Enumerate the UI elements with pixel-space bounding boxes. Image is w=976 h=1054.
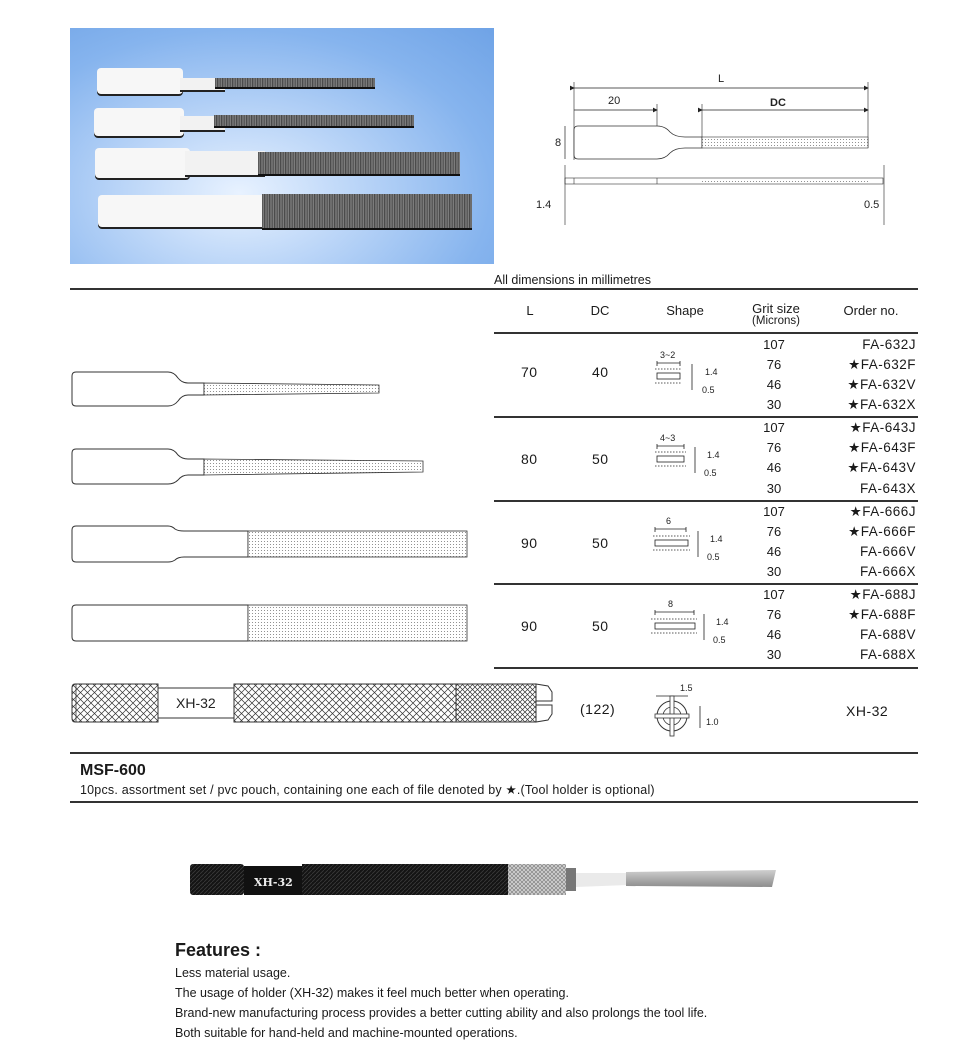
row2-DC: 50 [592, 451, 609, 467]
row4-DC: 50 [592, 618, 609, 634]
row1-grit-2: 76 [766, 357, 782, 372]
header-grit [738, 303, 814, 327]
file-drawing-fa632 [72, 372, 379, 406]
holder-L: (122) [580, 701, 616, 717]
row1-grit-1: 107 [763, 337, 785, 352]
feature-item: The usage of holder (XH-32) makes it feel much better when operating. [175, 986, 569, 1000]
row-divider [494, 500, 918, 502]
row2-grit-3: 46 [766, 460, 782, 475]
svg-text:1.4: 1.4 [716, 617, 729, 627]
svg-text:4~3: 4~3 [660, 433, 676, 443]
svg-text:1.0: 1.0 [706, 717, 719, 727]
dim-label-L: L [718, 73, 725, 85]
row4-order-3: FA-688V [859, 627, 916, 642]
row3-grit-4: 30 [766, 564, 782, 579]
svg-text:1.5: 1.5 [680, 683, 693, 693]
row4-order-4: FA-688X [859, 647, 916, 662]
row2-grit-1: 107 [763, 420, 785, 435]
row4-order-1: ★FA-688J [849, 587, 916, 602]
row1-order-3: ★FA-632V [847, 377, 916, 392]
file-drawings [68, 360, 478, 660]
row4-grit-1: 107 [763, 587, 785, 602]
divider-top [70, 288, 918, 290]
holder-shape-icon [650, 682, 740, 744]
svg-text:3~2: 3~2 [660, 350, 676, 360]
dim-label-0-5: 0.5 [864, 199, 880, 211]
svg-text:0.5: 0.5 [713, 635, 726, 645]
header-DC: DC [590, 303, 610, 318]
file-drawing-fa688 [72, 605, 467, 641]
row1-DC: 40 [592, 364, 609, 380]
divider-bottom-table [70, 752, 918, 754]
row4-shape-icon [646, 599, 732, 649]
row2-order-1: ★FA-643J [849, 420, 916, 435]
row3-order-3: FA-666V [859, 544, 916, 559]
divider-set [70, 801, 918, 803]
row3-grit-1: 107 [763, 504, 785, 519]
row-divider [494, 583, 918, 585]
row3-grit-2: 76 [766, 524, 782, 539]
row3-order-4: FA-666X [859, 564, 916, 579]
row2-grit-2: 76 [766, 440, 782, 455]
svg-text:1.4: 1.4 [710, 534, 723, 544]
row4-grit-2: 76 [766, 607, 782, 622]
row1-L: 70 [521, 364, 538, 380]
svg-text:8: 8 [668, 599, 674, 609]
set-title: MSF-600 [80, 762, 146, 779]
svg-text:0.5: 0.5 [702, 385, 715, 395]
dim-label-1-4: 1.4 [536, 199, 552, 211]
holder-engraving: XH-32 [254, 876, 293, 889]
feature-item: Brand-new manufacturing process provides a better cutting ability and also prolongs the tool life. [175, 1006, 708, 1020]
row1-order-1: FA-632J [862, 337, 916, 352]
header-L: L [526, 303, 534, 318]
row-divider [494, 416, 918, 418]
feature-item: Both suitable for hand-held and machine-mounted operations. [175, 1026, 518, 1040]
svg-text:0.5: 0.5 [704, 468, 717, 478]
svg-text:6: 6 [666, 516, 672, 526]
holder-photo [188, 858, 778, 898]
holder-order: XH-32 [846, 703, 889, 719]
holder-drawing [70, 682, 560, 724]
file-drawing-fa666 [72, 526, 467, 562]
row3-L: 90 [521, 535, 538, 551]
row1-grit-4: 30 [766, 397, 782, 412]
feature-item: Less material usage. [175, 966, 291, 980]
dim-label-8: 8 [555, 137, 562, 149]
row2-grit-4: 30 [766, 481, 782, 496]
row4-grit-4: 30 [766, 647, 782, 662]
header-divider [494, 332, 918, 334]
set-description: 10pcs. assortment set / pvc pouch, containing one each of file denoted by ★.(Tool holder is optional) [80, 783, 655, 797]
units-note: All dimensions in millimetres [494, 273, 651, 287]
dimension-drawing [530, 60, 900, 230]
header-grit-sub: (Microns) [752, 315, 800, 327]
holder-drawing-label: XH-32 [176, 695, 216, 711]
row3-order-1: ★FA-666J [849, 504, 916, 519]
row1-order-2: ★FA-632F [848, 357, 916, 372]
svg-text:0.5: 0.5 [707, 552, 720, 562]
file-drawing-fa643 [72, 449, 423, 484]
header-order: Order no. [843, 303, 899, 318]
row1-grit-3: 46 [766, 377, 782, 392]
row3-order-2: ★FA-666F [848, 524, 916, 539]
product-photo [70, 28, 494, 264]
row3-grit-3: 46 [766, 544, 782, 559]
header-shape: Shape [666, 303, 704, 318]
row4-L: 90 [521, 618, 538, 634]
row4-grit-3: 46 [766, 627, 782, 642]
row2-order-2: ★FA-643F [848, 440, 916, 455]
svg-text:1.4: 1.4 [705, 367, 718, 377]
row2-shape-icon [650, 433, 730, 483]
row3-shape-icon [648, 516, 732, 566]
row-divider [494, 667, 918, 669]
row2-L: 80 [521, 451, 538, 467]
row1-order-4: ★FA-632X [847, 397, 916, 412]
features-title: Features : [175, 940, 262, 960]
row2-order-3: ★FA-643V [847, 460, 916, 475]
row3-DC: 50 [592, 535, 609, 551]
row2-order-4: FA-643X [859, 481, 916, 496]
dim-label-DC: DC [770, 97, 786, 109]
row4-order-2: ★FA-688F [848, 607, 916, 622]
row1-shape-icon [650, 350, 730, 400]
dim-label-20: 20 [608, 95, 621, 107]
header-grit-label: Grit size [752, 301, 800, 316]
svg-text:1.4: 1.4 [707, 450, 720, 460]
